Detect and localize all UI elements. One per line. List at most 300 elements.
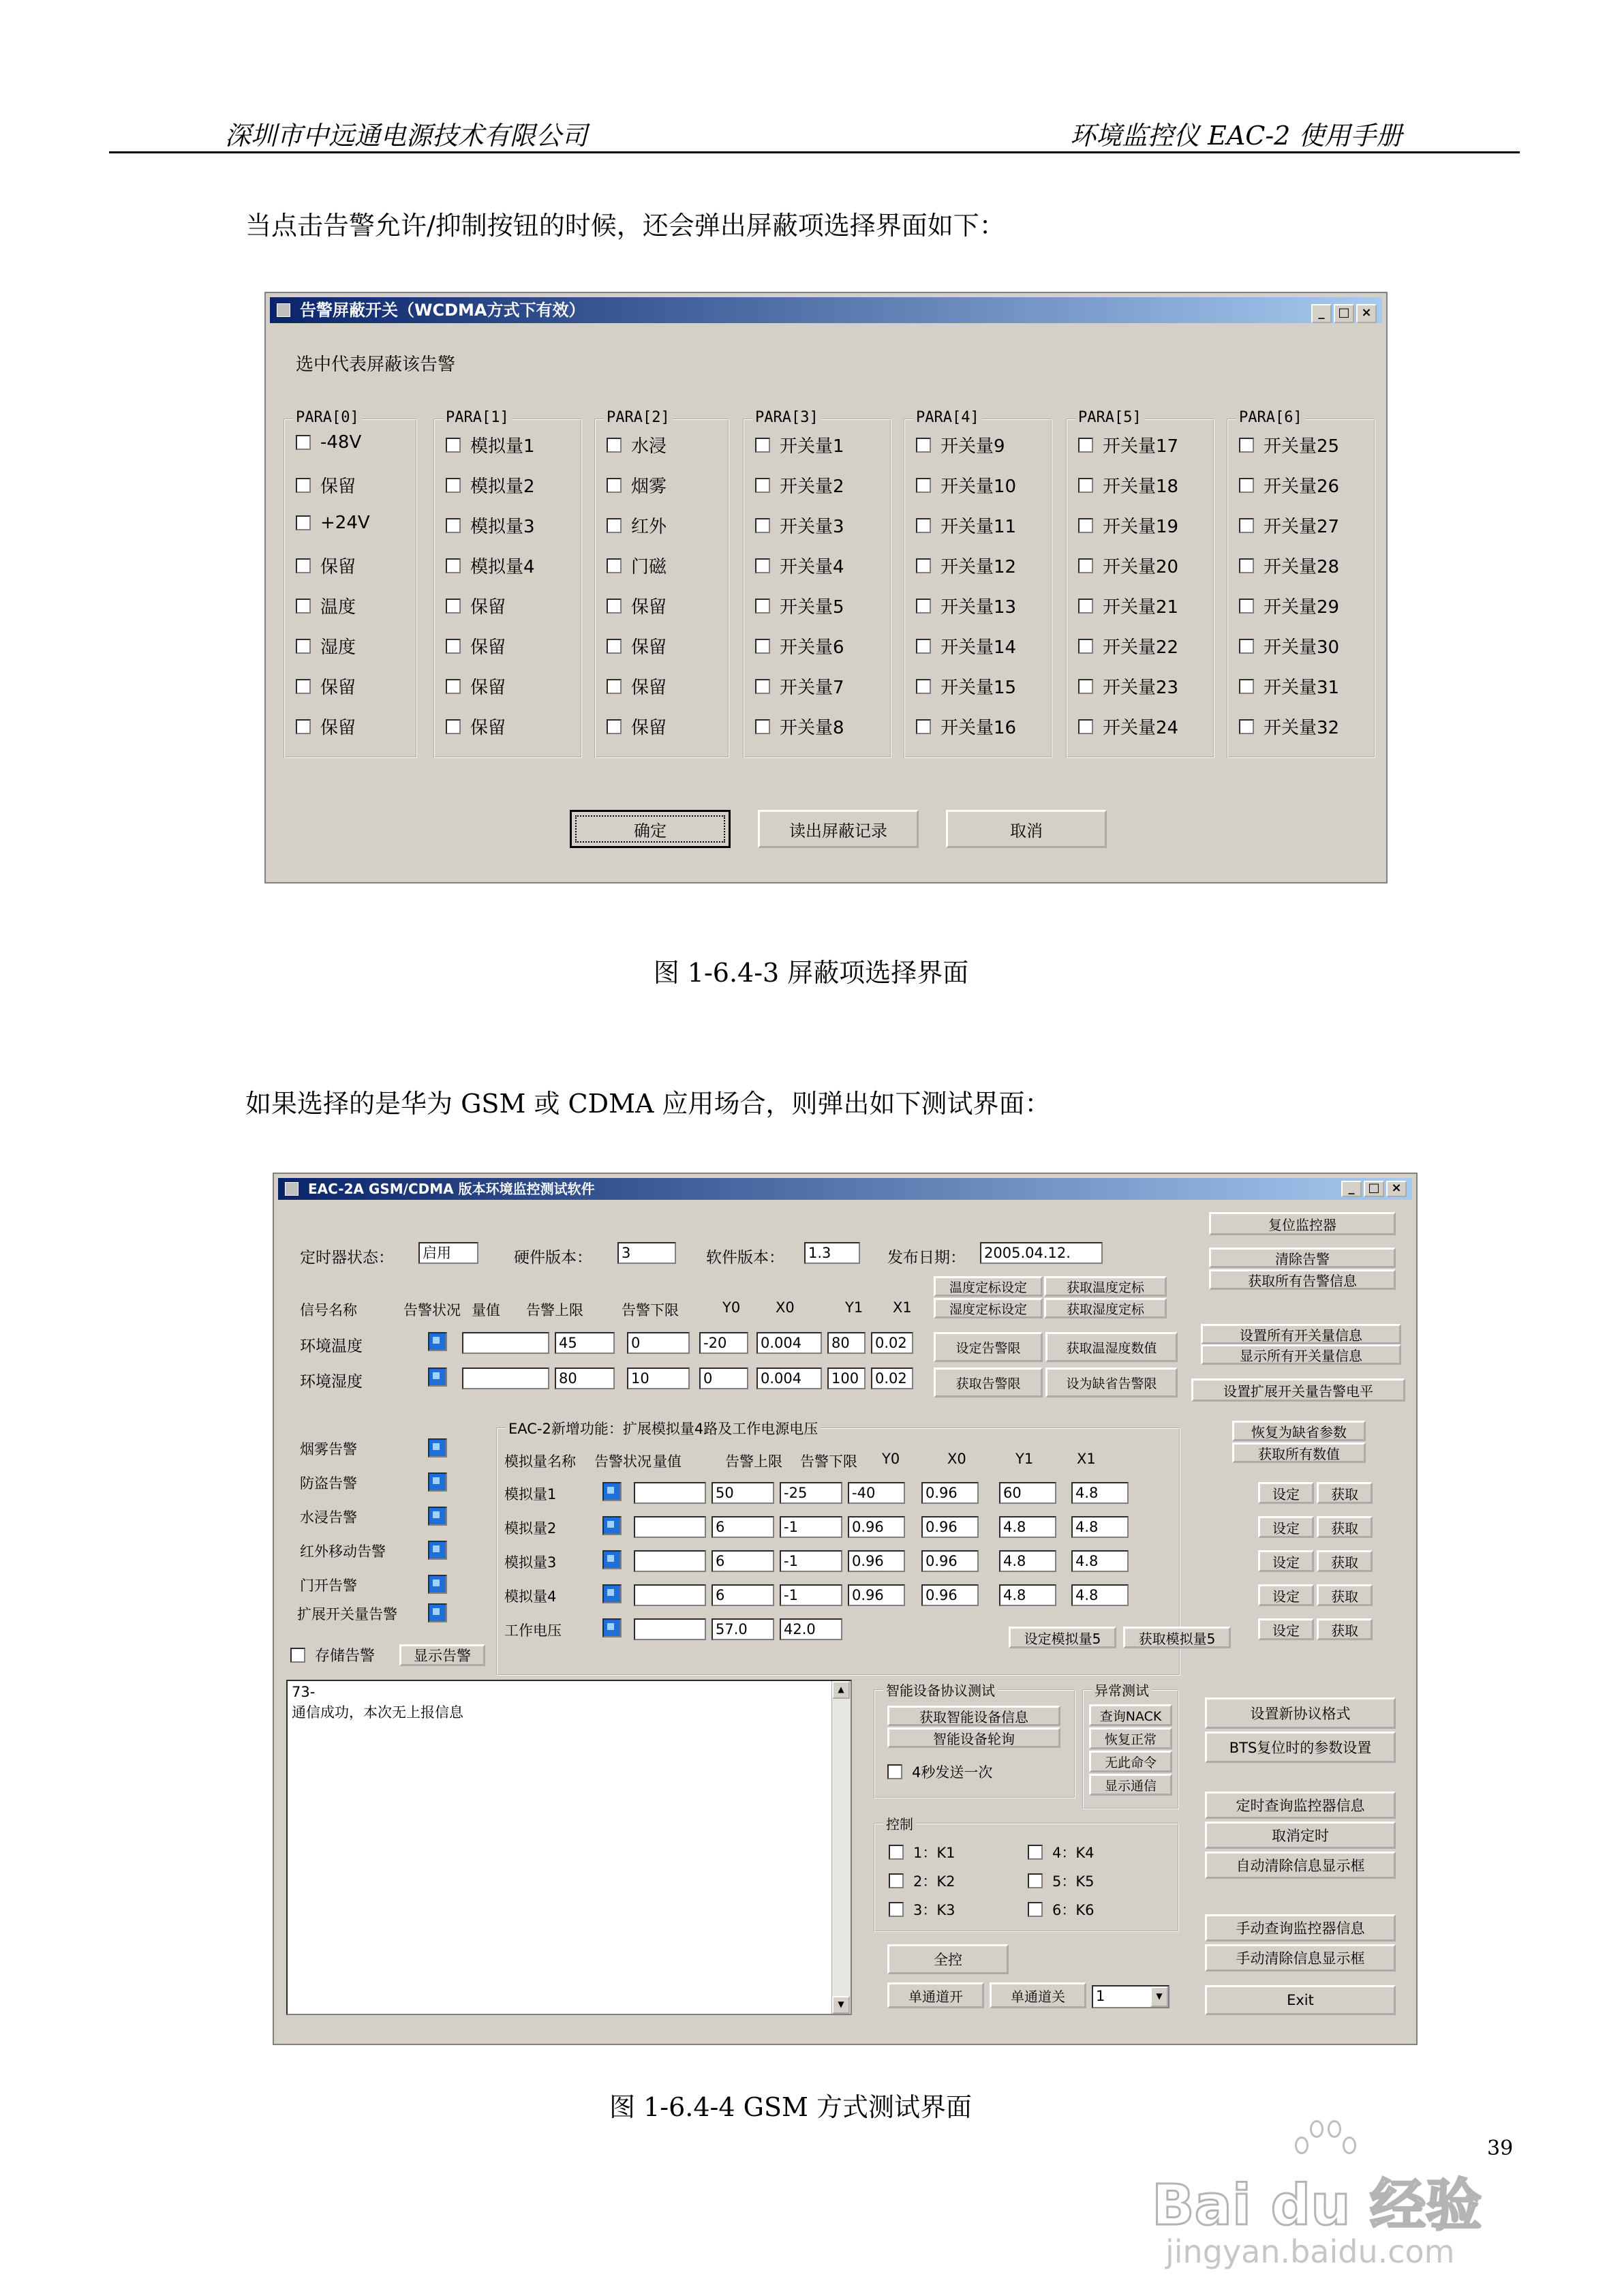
checkbox-box[interactable] bbox=[755, 679, 770, 694]
right-button-2[interactable]: 获取所有告警信息 bbox=[1209, 1269, 1396, 1290]
ext-get-button[interactable]: 获取 bbox=[1317, 1482, 1373, 1504]
checkbox-box[interactable] bbox=[889, 1845, 904, 1860]
checkbox-box[interactable] bbox=[1078, 679, 1093, 694]
checkbox-box[interactable] bbox=[1078, 478, 1093, 493]
mask-item-label: 红外 bbox=[631, 517, 667, 537]
checkbox-box[interactable] bbox=[1239, 518, 1254, 533]
restore-default-button[interactable]: 恢复为缺省参数 bbox=[1232, 1421, 1366, 1441]
ext-value-field[interactable] bbox=[634, 1618, 706, 1640]
alarm-mask-dialog bbox=[264, 292, 1388, 883]
checkbox-box[interactable] bbox=[446, 478, 461, 493]
mask-checkbox-3-0[interactable] bbox=[755, 432, 844, 457]
right-button-5[interactable]: 设置扩展开关量告警电平 bbox=[1191, 1378, 1405, 1402]
mask-checkbox-5-5[interactable] bbox=[1078, 633, 1178, 659]
checkbox-box[interactable] bbox=[296, 599, 311, 614]
mask-checkbox-4-5[interactable] bbox=[916, 633, 1016, 659]
mask-item-label: -48V bbox=[320, 432, 362, 453]
command-button-1[interactable]: BTS复位时的参数设置 bbox=[1205, 1732, 1396, 1763]
ext-x1-field[interactable]: 4.8 bbox=[1071, 1516, 1129, 1538]
sw-version-field[interactable]: 1.3 bbox=[804, 1242, 860, 1264]
env-action-button-1[interactable]: 获取温度定标 bbox=[1044, 1276, 1167, 1297]
mask-checkbox-3-5[interactable] bbox=[755, 633, 844, 659]
ext-y0-field[interactable]: 0.96 bbox=[848, 1516, 905, 1538]
mask-checkbox-3-6[interactable] bbox=[755, 674, 844, 699]
minimize-button[interactable]: _ bbox=[1341, 1181, 1362, 1197]
read-mask-record-button[interactable]: 读出屏蔽记录 bbox=[758, 810, 919, 848]
ext-get-button[interactable]: 获取 bbox=[1317, 1550, 1373, 1572]
env-x0-field[interactable]: 0.004 bbox=[756, 1368, 822, 1389]
checkbox-box[interactable] bbox=[446, 639, 461, 654]
mask-checkbox-2-6[interactable] bbox=[607, 674, 667, 699]
ext-x0-field[interactable]: 0.96 bbox=[921, 1584, 979, 1606]
env-action-button-0[interactable]: 温度定标设定 bbox=[934, 1276, 1043, 1297]
ext-hi-field[interactable]: 6 bbox=[711, 1550, 774, 1572]
checkbox-box[interactable] bbox=[755, 478, 770, 493]
env-x1-field[interactable]: 0.02 bbox=[871, 1332, 913, 1354]
relay-checkbox-0[interactable] bbox=[889, 1842, 955, 1862]
mask-checkbox-0-5[interactable] bbox=[296, 633, 356, 659]
mask-item-label: 开关量27 bbox=[1264, 517, 1340, 537]
mask-checkbox-6-7[interactable] bbox=[1239, 714, 1339, 739]
mask-item-label: 保留 bbox=[320, 557, 356, 577]
minimize-button[interactable]: _ bbox=[1311, 304, 1332, 323]
intro-paragraph-2: 如果选择的是华为 GSM 或 CDMA 应用场合，则弹出如下测试界面： bbox=[245, 1089, 1051, 1119]
relay-label: 1：K1 bbox=[913, 1845, 955, 1861]
env-action-button-4[interactable]: 设定告警限 bbox=[934, 1332, 1043, 1362]
timer-label: 定时器状态： bbox=[300, 1249, 394, 1267]
mask-item-label: 保留 bbox=[631, 637, 667, 658]
ext-lo-field[interactable]: -1 bbox=[780, 1516, 842, 1538]
mask-item-label: 开关量12 bbox=[940, 557, 1017, 577]
send-every-4s-checkbox[interactable] bbox=[887, 1762, 992, 1782]
ext-alarm-status-icon bbox=[602, 1482, 622, 1501]
column-header-8: X1 bbox=[893, 1299, 912, 1316]
mask-item-label: 开关量19 bbox=[1103, 517, 1179, 537]
env-value-field[interactable] bbox=[462, 1368, 549, 1389]
dialog-title-bar bbox=[270, 297, 1382, 323]
checkbox-box[interactable] bbox=[1078, 639, 1093, 654]
checkbox-box[interactable] bbox=[1078, 438, 1093, 453]
env-action-button-2[interactable]: 湿度定标设定 bbox=[934, 1298, 1043, 1318]
mask-checkbox-1-1[interactable] bbox=[446, 472, 535, 498]
left-alarm-status-icon bbox=[428, 1472, 447, 1492]
checkbox-box[interactable] bbox=[1239, 719, 1254, 734]
close-button[interactable]: × bbox=[1386, 1181, 1407, 1197]
mask-checkbox-2-7[interactable] bbox=[607, 714, 667, 739]
mask-item-label: 开关量28 bbox=[1264, 557, 1340, 577]
mask-checkbox-0-1[interactable] bbox=[296, 472, 356, 498]
ext-value-field[interactable] bbox=[634, 1482, 706, 1504]
checkbox-box[interactable] bbox=[1239, 679, 1254, 694]
close-button[interactable]: × bbox=[1356, 304, 1377, 323]
ext-hi-field[interactable]: 50 bbox=[711, 1482, 774, 1504]
ext-column-header-3: 告警上限 bbox=[725, 1453, 782, 1470]
mask-checkbox-4-6[interactable] bbox=[916, 674, 1016, 699]
mask-checkbox-5-4[interactable] bbox=[1078, 593, 1178, 618]
scroll-up-icon[interactable]: ▲ bbox=[832, 1681, 850, 1699]
app-icon bbox=[277, 303, 290, 317]
ext-x0-field[interactable]: 0.96 bbox=[921, 1516, 979, 1538]
checkbox-box[interactable] bbox=[446, 558, 461, 573]
log-scrollbar[interactable] bbox=[831, 1681, 851, 2014]
env-y1-field[interactable]: 100 bbox=[827, 1368, 866, 1389]
get-analog5-button[interactable]: 获取模拟量5 bbox=[1123, 1627, 1231, 1648]
ext-value-field[interactable] bbox=[634, 1550, 706, 1572]
cancel-button[interactable]: 取消 bbox=[946, 810, 1107, 848]
env-action-button-6[interactable]: 获取告警限 bbox=[934, 1368, 1043, 1398]
ext-value-field[interactable] bbox=[634, 1584, 706, 1606]
mask-checkbox-6-1[interactable] bbox=[1239, 472, 1339, 498]
ok-button[interactable]: 确定 bbox=[570, 810, 731, 848]
timer-field[interactable]: 启用 bbox=[418, 1242, 478, 1264]
command-button-6[interactable]: 手动清除信息显示框 bbox=[1205, 1944, 1396, 1972]
release-date-field[interactable]: 2005.04.12. bbox=[980, 1242, 1103, 1264]
set-analog5-button[interactable]: 设定模拟量5 bbox=[1009, 1627, 1116, 1648]
abnormal-test-button-2[interactable]: 无此命令 bbox=[1089, 1751, 1172, 1772]
smart-device-poll-button[interactable]: 智能设备轮询 bbox=[887, 1727, 1060, 1748]
ext-value-field[interactable] bbox=[634, 1516, 706, 1538]
hw-version-field[interactable]: 3 bbox=[617, 1242, 676, 1264]
ext-hi-field[interactable]: 57.0 bbox=[711, 1618, 774, 1640]
checkbox-box[interactable] bbox=[607, 518, 622, 533]
mask-item-label: 开关量3 bbox=[780, 517, 844, 537]
mask-checkbox-4-3[interactable] bbox=[916, 553, 1016, 578]
checkbox-box[interactable] bbox=[755, 438, 770, 453]
checkbox-box[interactable] bbox=[1078, 518, 1093, 533]
store-alarm-checkbox[interactable] bbox=[290, 1644, 375, 1665]
right-button-4[interactable]: 显示所有开关量信息 bbox=[1201, 1344, 1401, 1365]
checkbox-box[interactable] bbox=[916, 639, 931, 654]
checkbox-box[interactable] bbox=[755, 518, 770, 533]
mask-item-label: 模拟量3 bbox=[470, 517, 535, 537]
mask-checkbox-1-7[interactable] bbox=[446, 714, 506, 739]
ext-row-name: 模拟量3 bbox=[504, 1554, 557, 1571]
chevron-down-icon[interactable]: ▼ bbox=[1150, 1987, 1168, 2007]
checkbox-box[interactable] bbox=[446, 518, 461, 533]
mask-checkbox-2-5[interactable] bbox=[607, 633, 667, 659]
command-button-7[interactable]: Exit bbox=[1205, 1985, 1396, 2015]
baidu-jingyan-watermark bbox=[1152, 2113, 1533, 2277]
left-alarm-status-icon bbox=[428, 1575, 447, 1594]
checkbox-box[interactable] bbox=[607, 719, 622, 734]
header-rule bbox=[109, 151, 1520, 153]
get-smart-device-info-button[interactable]: 获取智能设备信息 bbox=[887, 1706, 1060, 1726]
checkbox-box[interactable] bbox=[1078, 599, 1093, 614]
mask-checkbox-4-7[interactable] bbox=[916, 714, 1016, 739]
ext-y0-field[interactable]: 0.96 bbox=[848, 1550, 905, 1572]
ext-x0-field[interactable]: 0.96 bbox=[921, 1482, 979, 1504]
mask-checkbox-1-4[interactable] bbox=[446, 593, 506, 618]
column-header-0: 信号名称 bbox=[300, 1302, 357, 1318]
env-action-button-7[interactable]: 设为缺省告警限 bbox=[1045, 1368, 1178, 1398]
ext-set-button[interactable]: 设定 bbox=[1258, 1482, 1314, 1504]
command-button-5[interactable]: 手动查询监控器信息 bbox=[1205, 1914, 1396, 1942]
mask-item-label: 开关量25 bbox=[1264, 436, 1340, 457]
checkbox-box[interactable] bbox=[916, 719, 931, 734]
mask-checkbox-3-7[interactable] bbox=[755, 714, 844, 739]
abnormal-test-button-0[interactable]: 查询NACK bbox=[1089, 1704, 1172, 1726]
log-textbox[interactable] bbox=[286, 1680, 852, 2015]
checkbox-box[interactable] bbox=[1239, 438, 1254, 453]
scroll-down-icon[interactable]: ▼ bbox=[832, 1996, 850, 2014]
checkbox-box[interactable] bbox=[1239, 639, 1254, 654]
checkbox-box[interactable] bbox=[755, 639, 770, 654]
checkbox-box[interactable] bbox=[607, 599, 622, 614]
checkbox-box[interactable] bbox=[916, 679, 931, 694]
mask-item-label: 烟雾 bbox=[631, 477, 667, 497]
relay-checkbox-3[interactable] bbox=[1028, 1871, 1095, 1891]
relay-checkbox-1[interactable] bbox=[1028, 1842, 1095, 1862]
ext-alarm-status-icon bbox=[602, 1550, 622, 1569]
ext-x0-field[interactable]: 0.96 bbox=[921, 1550, 979, 1572]
command-button-3[interactable]: 取消定时 bbox=[1205, 1822, 1396, 1849]
mask-checkbox-2-3[interactable] bbox=[607, 553, 667, 578]
mask-item-label: 湿度 bbox=[320, 637, 356, 658]
checkbox-box[interactable] bbox=[296, 719, 311, 734]
all-control-button[interactable]: 全控 bbox=[887, 1944, 1009, 1974]
right-button-3[interactable]: 设置所有开关量信息 bbox=[1201, 1324, 1401, 1344]
para-group-3 bbox=[743, 409, 891, 758]
ext-hi-field[interactable]: 6 bbox=[711, 1516, 774, 1538]
checkbox-box[interactable] bbox=[296, 435, 311, 450]
checkbox-box[interactable] bbox=[296, 515, 311, 530]
checkbox-box[interactable] bbox=[755, 558, 770, 573]
checkbox-box[interactable] bbox=[916, 438, 931, 453]
ext-x1-field[interactable]: 4.8 bbox=[1071, 1482, 1129, 1504]
env-y0-field[interactable]: 0 bbox=[699, 1368, 748, 1389]
mask-checkbox-1-0[interactable] bbox=[446, 432, 535, 457]
checkbox-box[interactable] bbox=[446, 438, 461, 453]
checkbox-box[interactable] bbox=[1239, 478, 1254, 493]
mask-checkbox-1-3[interactable] bbox=[446, 553, 535, 578]
mask-checkbox-3-2[interactable] bbox=[755, 513, 844, 538]
checkbox-box[interactable] bbox=[607, 478, 622, 493]
checkbox-box[interactable] bbox=[607, 639, 622, 654]
mask-checkbox-6-5[interactable] bbox=[1239, 633, 1339, 659]
relay-label: 6：K6 bbox=[1052, 1902, 1095, 1918]
ext-y1-field[interactable]: 60 bbox=[999, 1482, 1056, 1504]
env-hi-field[interactable]: 80 bbox=[555, 1368, 615, 1389]
ext-y1-field[interactable]: 4.8 bbox=[999, 1550, 1056, 1572]
mask-checkbox-5-7[interactable] bbox=[1078, 714, 1178, 739]
single-channel-on-button[interactable]: 单通道开 bbox=[887, 1982, 984, 2008]
ext-x1-field[interactable]: 4.8 bbox=[1071, 1584, 1129, 1606]
env-action-button-5[interactable]: 获取温湿度数值 bbox=[1045, 1332, 1178, 1362]
ext-y0-field[interactable]: -40 bbox=[848, 1482, 905, 1504]
checkbox-box[interactable] bbox=[1028, 1845, 1043, 1860]
ext-x1-field[interactable]: 4.8 bbox=[1071, 1550, 1129, 1572]
checkbox-box[interactable] bbox=[1239, 558, 1254, 573]
mask-checkbox-5-3[interactable] bbox=[1078, 553, 1178, 578]
para-group-2 bbox=[594, 409, 729, 758]
mask-item-label: 保留 bbox=[470, 597, 506, 618]
checkbox-box[interactable] bbox=[1239, 599, 1254, 614]
command-button-4[interactable]: 自动清除信息显示框 bbox=[1205, 1852, 1396, 1879]
relay-checkbox-4[interactable] bbox=[889, 1899, 955, 1920]
hw-version-label: 硬件版本： bbox=[514, 1249, 592, 1267]
checkbox-box[interactable] bbox=[1078, 719, 1093, 734]
mask-checkbox-2-4[interactable] bbox=[607, 593, 667, 618]
right-button-0[interactable]: 复位监控器 bbox=[1209, 1212, 1396, 1235]
checkbox-box[interactable] bbox=[1028, 1902, 1043, 1917]
env-x0-field[interactable]: 0.004 bbox=[756, 1332, 822, 1354]
env-value-field[interactable] bbox=[462, 1332, 549, 1354]
ext-get-button[interactable]: 获取 bbox=[1317, 1618, 1373, 1640]
abnormal-test-button-1[interactable]: 恢复正常 bbox=[1089, 1727, 1172, 1749]
relay-label: 2：K2 bbox=[913, 1873, 955, 1890]
para-group-title: PARA[3] bbox=[752, 409, 821, 426]
ext-column-header-4: 告警下限 bbox=[800, 1453, 857, 1470]
ext-get-button[interactable]: 获取 bbox=[1317, 1516, 1373, 1538]
app-icon bbox=[285, 1182, 299, 1196]
get-all-values-button[interactable]: 获取所有数值 bbox=[1232, 1442, 1366, 1463]
mask-checkbox-0-4[interactable] bbox=[296, 593, 356, 618]
ext-get-button[interactable]: 获取 bbox=[1317, 1584, 1373, 1606]
env-y0-field[interactable]: -20 bbox=[699, 1332, 748, 1354]
mask-checkbox-1-2[interactable] bbox=[446, 513, 535, 538]
left-alarm-label-2: 水浸告警 bbox=[300, 1509, 357, 1526]
mask-item-label: 保留 bbox=[320, 718, 356, 738]
mask-item-label: 开关量32 bbox=[1264, 718, 1340, 738]
mask-item-label: 开关量24 bbox=[1103, 718, 1179, 738]
mask-checkbox-2-0[interactable] bbox=[607, 432, 667, 457]
mask-checkbox-1-5[interactable] bbox=[446, 633, 506, 659]
checkbox-box[interactable] bbox=[607, 438, 622, 453]
mask-item-label: 开关量11 bbox=[940, 517, 1017, 537]
relay-checkbox-5[interactable] bbox=[1028, 1899, 1095, 1920]
maximize-button[interactable]: □ bbox=[1334, 304, 1354, 323]
extension-group-title: EAC-2新增功能：扩展模拟量4路及工作电源电压 bbox=[506, 1418, 821, 1438]
ext-y0-field[interactable]: 0.96 bbox=[848, 1584, 905, 1606]
ext-lo-field[interactable]: -1 bbox=[780, 1550, 842, 1572]
mask-checkbox-4-0[interactable] bbox=[916, 432, 1005, 457]
env-row-name: 环境温度 bbox=[300, 1338, 363, 1355]
mask-checkbox-5-1[interactable] bbox=[1078, 472, 1178, 498]
mask-checkbox-3-1[interactable] bbox=[755, 472, 844, 498]
mask-item-label: 开关量1 bbox=[780, 436, 844, 457]
checkbox-box[interactable] bbox=[607, 558, 622, 573]
env-action-button-3[interactable]: 获取湿度定标 bbox=[1044, 1298, 1167, 1318]
ext-lo-field[interactable]: 42.0 bbox=[780, 1618, 842, 1640]
ext-lo-field[interactable]: -1 bbox=[780, 1584, 842, 1606]
mask-checkbox-1-6[interactable] bbox=[446, 674, 506, 699]
checkbox-box[interactable] bbox=[296, 679, 311, 694]
mask-checkbox-0-7[interactable] bbox=[296, 714, 356, 739]
mask-checkbox-6-0[interactable] bbox=[1239, 432, 1339, 457]
right-button-1[interactable]: 清除告警 bbox=[1209, 1248, 1396, 1268]
abnormal-test-group-title: 异常测试 bbox=[1092, 1680, 1152, 1700]
checkbox-box[interactable] bbox=[889, 1902, 904, 1917]
maximize-button[interactable]: □ bbox=[1364, 1181, 1384, 1197]
mask-item-label: 开关量30 bbox=[1264, 637, 1340, 658]
mask-item-label: 门磁 bbox=[631, 557, 667, 577]
mask-checkbox-2-2[interactable] bbox=[607, 513, 667, 538]
checkbox-box[interactable] bbox=[296, 478, 311, 493]
ext-set-button[interactable]: 设定 bbox=[1258, 1550, 1314, 1572]
log-line-1: 73- bbox=[292, 1684, 316, 1700]
mask-checkbox-5-0[interactable] bbox=[1078, 432, 1178, 457]
relay-label: 5：K5 bbox=[1052, 1873, 1095, 1890]
mask-item-label: 开关量31 bbox=[1264, 678, 1340, 698]
mask-checkbox-5-6[interactable] bbox=[1078, 674, 1178, 699]
mask-item-label: 保留 bbox=[631, 678, 667, 698]
checkbox-box[interactable] bbox=[916, 518, 931, 533]
mask-checkbox-5-2[interactable] bbox=[1078, 513, 1178, 538]
ext-set-button[interactable]: 设定 bbox=[1258, 1516, 1314, 1538]
mask-item-label: 开关量6 bbox=[780, 637, 844, 658]
checkbox-box[interactable] bbox=[607, 679, 622, 694]
checkbox-box[interactable] bbox=[1028, 1873, 1043, 1888]
ext-row-name: 模拟量2 bbox=[504, 1520, 557, 1537]
mask-checkbox-4-4[interactable] bbox=[916, 593, 1016, 618]
ext-alarm-status-icon bbox=[602, 1516, 622, 1535]
ext-y1-field[interactable]: 4.8 bbox=[999, 1516, 1056, 1538]
env-x1-field[interactable]: 0.02 bbox=[871, 1368, 913, 1389]
abnormal-test-button-3[interactable]: 显示通信 bbox=[1089, 1774, 1172, 1796]
mask-checkbox-6-6[interactable] bbox=[1239, 674, 1339, 699]
checkbox-box[interactable] bbox=[296, 558, 311, 573]
mask-checkbox-6-3[interactable] bbox=[1239, 553, 1339, 578]
mask-checkbox-3-3[interactable] bbox=[755, 553, 844, 578]
checkbox-box[interactable] bbox=[755, 599, 770, 614]
ext-y1-field[interactable]: 4.8 bbox=[999, 1584, 1056, 1606]
ext-set-button[interactable]: 设定 bbox=[1258, 1618, 1314, 1640]
ext-set-button[interactable]: 设定 bbox=[1258, 1584, 1314, 1606]
mask-checkbox-0-3[interactable] bbox=[296, 553, 356, 578]
channel-select[interactable]: 1 bbox=[1092, 1985, 1169, 2008]
mask-item-label: 开关量17 bbox=[1103, 436, 1179, 457]
mask-item-label: 开关量21 bbox=[1103, 597, 1179, 618]
command-button-2[interactable]: 定时查询监控器信息 bbox=[1205, 1792, 1396, 1819]
ext-hi-field[interactable]: 6 bbox=[711, 1584, 774, 1606]
mask-checkbox-4-2[interactable] bbox=[916, 513, 1016, 538]
para-group-title: PARA[2] bbox=[604, 409, 673, 426]
checkbox-box[interactable] bbox=[916, 599, 931, 614]
checkbox-box[interactable] bbox=[296, 639, 311, 654]
checkbox-box[interactable] bbox=[446, 719, 461, 734]
command-button-0[interactable]: 设置新协议格式 bbox=[1205, 1697, 1396, 1729]
checkbox-box[interactable] bbox=[916, 558, 931, 573]
mask-checkbox-0-2[interactable] bbox=[296, 513, 370, 533]
checkbox-box[interactable] bbox=[916, 478, 931, 493]
mask-checkbox-6-4[interactable] bbox=[1239, 593, 1339, 618]
env-y1-field[interactable]: 80 bbox=[827, 1332, 866, 1354]
checkbox-box[interactable] bbox=[446, 599, 461, 614]
mask-checkbox-6-2[interactable] bbox=[1239, 513, 1339, 538]
mask-checkbox-3-4[interactable] bbox=[755, 593, 844, 618]
checkbox-box[interactable] bbox=[446, 679, 461, 694]
env-hi-field[interactable]: 45 bbox=[555, 1332, 615, 1354]
show-alarm-button[interactable]: 显示告警 bbox=[399, 1644, 485, 1666]
mask-item-label: +24V bbox=[320, 513, 370, 533]
mask-checkbox-4-1[interactable] bbox=[916, 472, 1016, 498]
mask-checkbox-0-6[interactable] bbox=[296, 674, 356, 699]
env-row-name: 环境湿度 bbox=[300, 1373, 363, 1391]
mask-checkbox-0-0[interactable] bbox=[296, 432, 361, 453]
relay-checkbox-2[interactable] bbox=[889, 1871, 955, 1891]
mask-checkbox-2-1[interactable] bbox=[607, 472, 667, 498]
env-lo-field[interactable]: 0 bbox=[627, 1332, 690, 1354]
checkbox-box[interactable] bbox=[889, 1873, 904, 1888]
checkbox-box[interactable] bbox=[1078, 558, 1093, 573]
mask-item-label: 开关量8 bbox=[780, 718, 844, 738]
ext-lo-field[interactable]: -25 bbox=[780, 1482, 842, 1504]
single-channel-off-button[interactable]: 单通道关 bbox=[990, 1982, 1086, 2008]
left-alarm-status-icon bbox=[428, 1541, 447, 1560]
env-lo-field[interactable]: 10 bbox=[627, 1368, 690, 1389]
checkbox-box[interactable] bbox=[755, 719, 770, 734]
mask-item-label: 开关量4 bbox=[780, 557, 844, 577]
